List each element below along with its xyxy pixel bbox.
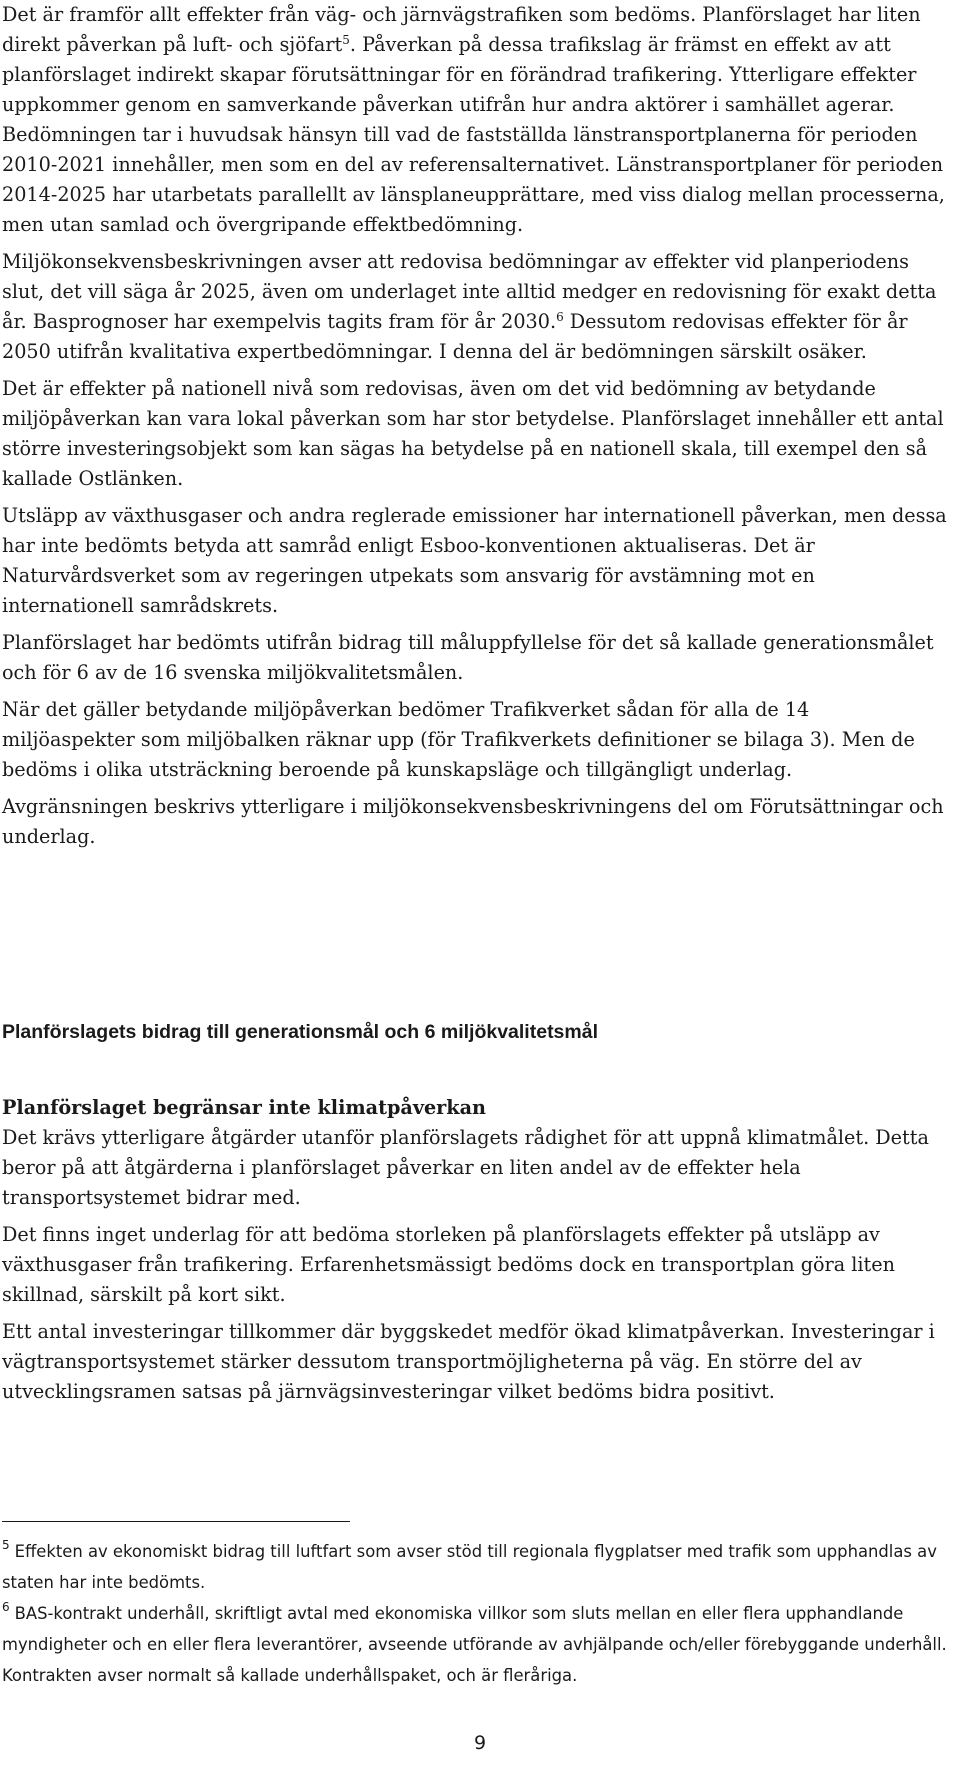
footnote-text: Effekten av ekonomiskt bidrag till luftfart som avser stöd till regionala flygplatser med trafik som upphandlas av staten har inte bedömts. [2,1542,937,1592]
paragraph-delimitation: Avgränsningen beskrivs ytterligare i miljökonsekvensbeskrivningens del om Förutsättningar och underlag. [2,795,944,848]
paragraph-goal-fulfilment: Planförslaget har bedömts utifrån bidrag till måluppfyllelse för det så kallade generationsmålet och för 6 av de 16 svenska miljökvalitetsmålen. [2,631,934,684]
footnote-ref-6: 6 [556,310,564,324]
body-text-top [2,0,947,859]
paragraph-national-level: Det är effekter på nationell nivå som redovisas, även om det vid bedömning av betydande miljöpåverkan kan vara lokal påverkan som har stor betydelse. Planförslaget innehåller ett antal större investeringsobjekt som kan sägas ha betydelse på en nationell skala, till exempel den så kallade Ostlänken. [2,377,944,490]
paragraph-investments: Ett antal investeringar tillkommer där byggskedet medför ökad klimatpåverkan. Investeringar i vägtransportsystemet stärker dessutom transportmöjligheterna på väg. En större del av utvecklingsramen satsas på järnvägsinvesteringar vilket bedöms bidra positivt. [2,1320,935,1403]
page-number: 9 [473,1732,487,1754]
paragraph-scope-effects: Det är framför allt effekter från väg- och järnvägstrafiken som bedöms. Planförslaget har liten direkt påverkan på luft- och sjöfart$^5$. Påverkan på dessa trafikslag är främst en effekt av att planförslaget indirekt skapar förutsättningar för en förändrad trafikering. Ytterligare effekter uppkommer genom en samverkande påverkan utifrån hur andra aktörer i samhället agerar. Bedömningen tar i huvudsak hänsyn till vad de fastställda länstransportplanerna för perioden 2010-2021 innehåller, men som en del av referensalternativet. Länstransportplaner för perioden 2014-2025 har utarbetats parallellt av länsplaneupprättare, med viss dialog mellan processerna, men utan samlad och övergripande effektbedömning. [2,3,945,236]
paragraph-assessment-period: Miljökonsekvensbeskrivningen avser att redovisa bedömningar av effekter vid planperiodens slut, det vill säga år 2025, även om underlaget inte alltid medger en redovisning för exakt detta år. Basprognoser har exempelvis tagits fram för år 2030.$^6$ Dessutom redovisas effekter för år 2050 utifrån kvalitativa expertbedömningar. I denna del är bedömningen särskilt osäker. [2,250,937,363]
subheading: Planförslaget begränsar inte klimatpåverkan [2,1096,486,1119]
section-heading: Planförslagets bidrag till generationsmål och 6 miljökvalitetsmål [2,1021,599,1043]
footnote-marker: 5 [2,1538,10,1552]
paragraph-greenhouse-gases: Det finns inget underlag för att bedöma storleken på planförslagets effekter på utsläpp av växthusgaser från trafikering. Erfarenhetsmässigt bedöms dock en transportplan göra liten skillnad, särskilt på kort sikt. [2,1223,895,1306]
paragraph-climate-measures: Det krävs ytterligare åtgärder utanför planförslagets rådighet för att uppnå klimatmålet. Detta beror på att åtgärderna i planförslaget påverkar en liten andel av de effekter hela transportsystemet bidrar med. [2,1126,929,1209]
footnote-5 [2,1536,947,1598]
footnotes [2,1536,947,1691]
paragraph-environmental-aspects: När det gäller betydande miljöpåverkan bedömer Trafikverket sådan för alla de 14 miljöaspekter som miljöbalken räknar upp (för Trafikverkets definitioner se bilaga 3). Men de bedöms i olika utsträckning beroende på kunskapsläge och tillgängligt underlag. [2,698,915,781]
footnote-ref-5: 5 [342,33,350,47]
footnote-text: BAS-kontrakt underhåll, skriftligt avtal med ekonomiska villkor som sluts mellan en eller flera upphandlande myndigheter och en eller flera leverantörer, avseende utförande av avhjälpande och/eller förebyggande underhåll. Kontrakten avser normalt så kallade underhållspaket, och är fleråriga. [2,1604,947,1685]
footnote-marker: 6 [2,1600,10,1614]
paragraph-emissions: Utsläpp av växthusgaser och andra reglerade emissioner har internationell påverkan, men dessa har inte bedömts betyda att samråd enligt Esboo-konventionen aktualiseras. Det är Naturvårdsverket som av regeringen utpekats som ansvarig för avstämning mot en internationell samrådskrets. [2,504,947,617]
footnote-separator [2,1521,350,1522]
footnote-6 [2,1598,947,1691]
body-text-bottom [2,1123,947,1414]
